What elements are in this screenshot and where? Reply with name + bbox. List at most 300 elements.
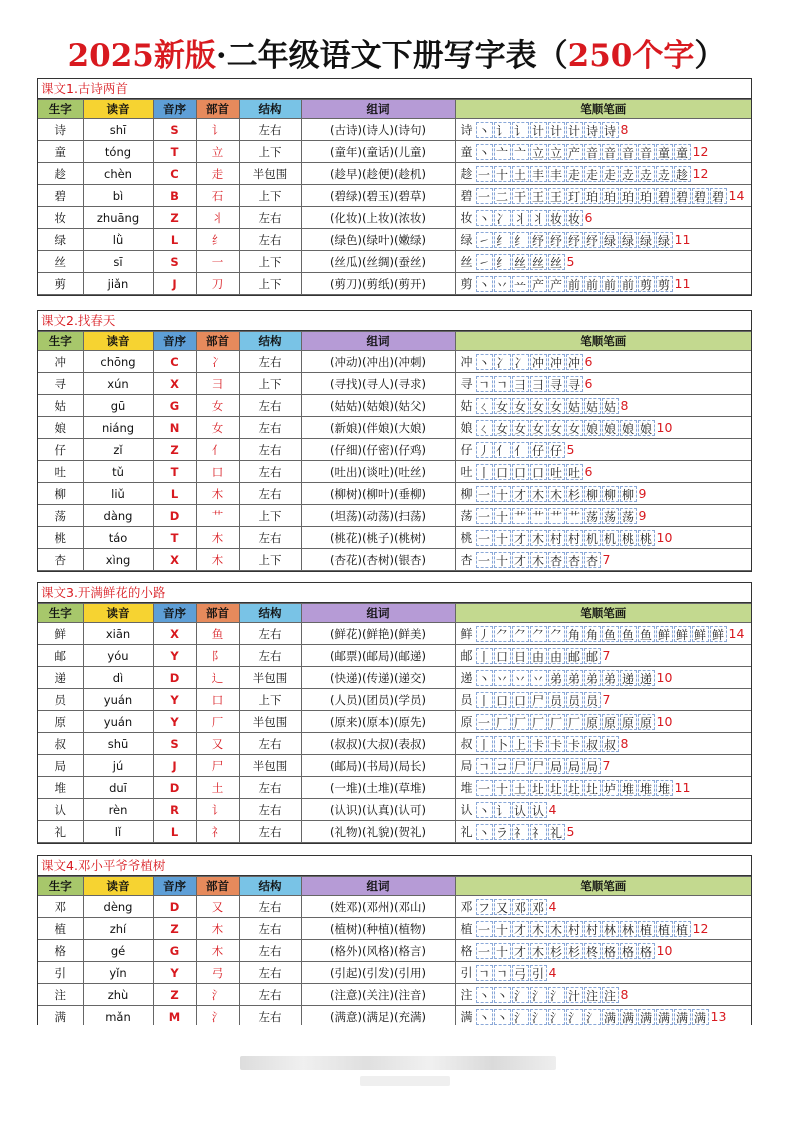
cell-strokes — [455, 439, 751, 461]
cell-radical: 立 — [196, 141, 239, 163]
stroke-step: 一 — [476, 552, 493, 568]
stroke-step: 碧 — [710, 188, 727, 204]
stroke-step: 原 — [584, 714, 601, 730]
stroke-char: 堆 — [460, 780, 473, 795]
cell-structure: 半包围 — [239, 711, 301, 733]
table-header-row — [38, 604, 751, 623]
stroke-step: 姑 — [566, 398, 583, 414]
cell-strokes — [455, 505, 751, 527]
cell-order: L — [153, 821, 196, 843]
stroke-step: 氵 — [530, 987, 547, 1003]
stroke-step: ⺈ — [548, 626, 565, 642]
table-row — [38, 755, 751, 777]
cell-words: (古诗)(诗人)(诗句) — [301, 119, 455, 141]
stroke-step: 女 — [548, 398, 565, 414]
stroke-step: 弟 — [602, 670, 619, 686]
cell-pinyin: tǔ — [83, 461, 153, 483]
stroke-step: 卜 — [494, 736, 511, 752]
stroke-step: 丶 — [494, 1009, 511, 1025]
stroke-step: 丶 — [476, 670, 493, 686]
cell-char: 注 — [38, 984, 83, 1006]
stroke-step: 彐 — [512, 376, 529, 392]
stroke-step: 冫 — [512, 354, 529, 370]
stroke-step: 机 — [584, 530, 601, 546]
stroke-count: 10 — [656, 714, 673, 729]
stroke-step: 木 — [530, 943, 547, 959]
header-words: 组词 — [301, 332, 455, 351]
cell-strokes — [455, 119, 751, 141]
stroke-count: 5 — [566, 824, 575, 839]
stroke-step: 走 — [602, 166, 619, 182]
cell-structure: 半包围 — [239, 667, 301, 689]
header-char: 生字 — [38, 332, 83, 351]
stroke-count: 11 — [674, 276, 691, 291]
stroke-step: 立 — [548, 144, 565, 160]
cell-words: (吐出)(谈吐)(吐丝) — [301, 461, 455, 483]
lesson-title: 课文4.邓小平爷爷植树 — [38, 856, 751, 876]
stroke-step: 又 — [494, 899, 511, 915]
stroke-step: 邮 — [584, 648, 601, 664]
header-pinyin: 读音 — [83, 332, 153, 351]
stroke-step: 丿 — [476, 626, 493, 642]
stroke-step: 冲 — [566, 354, 583, 370]
cell-pinyin: liǔ — [83, 483, 153, 505]
stroke-step: 亻 — [494, 442, 511, 458]
stroke-step: 音 — [620, 144, 637, 160]
cell-structure: 上下 — [239, 373, 301, 395]
stroke-count: 5 — [566, 442, 575, 457]
cell-structure: 左右 — [239, 439, 301, 461]
stroke-step: 丷 — [512, 670, 529, 686]
cell-radical: 氵 — [196, 1006, 239, 1026]
stroke-step: 氵 — [512, 1009, 529, 1025]
stroke-step: 鲜 — [710, 626, 727, 642]
lesson-block — [37, 582, 752, 844]
stroke-step: 鱼 — [620, 626, 637, 642]
stroke-step: 卡 — [530, 736, 547, 752]
stroke-count: 11 — [674, 780, 691, 795]
title-main: ·二年级语文下册写字表（ — [215, 38, 568, 74]
stroke-step: 女 — [512, 398, 529, 414]
cell-radical: 冫 — [196, 351, 239, 373]
stroke-step: 丨 — [476, 464, 493, 480]
cell-radical: 土 — [196, 777, 239, 799]
cell-pinyin: xún — [83, 373, 153, 395]
stroke-step: 丷 — [530, 670, 547, 686]
cell-structure: 左右 — [239, 733, 301, 755]
cell-structure: 上下 — [239, 505, 301, 527]
stroke-step: 娘 — [602, 420, 619, 436]
blurred-footer-2 — [360, 1076, 450, 1086]
stroke-step: 丷 — [494, 670, 511, 686]
blurred-footer — [240, 1056, 556, 1070]
stroke-step: 丶 — [476, 1009, 493, 1025]
stroke-step: コ — [494, 758, 511, 774]
stroke-count: 9 — [638, 508, 647, 523]
stroke-step: 木 — [548, 921, 565, 937]
cell-words: (坦荡)(动荡)(扫荡) — [301, 505, 455, 527]
cell-pinyin: xìng — [83, 549, 153, 571]
table-row — [38, 1006, 751, 1026]
stroke-step: 满 — [620, 1009, 637, 1025]
stroke-step: ㄑ — [476, 398, 493, 414]
stroke-step: 纾 — [566, 232, 583, 248]
stroke-char: 娘 — [460, 420, 473, 435]
stroke-step: 弟 — [548, 670, 565, 686]
cell-order: M — [153, 1006, 196, 1026]
stroke-char: 认 — [460, 802, 473, 817]
table-row — [38, 163, 751, 185]
stroke-step: 计 — [548, 122, 565, 138]
cell-pinyin: tóng — [83, 141, 153, 163]
stroke-step: 弟 — [566, 670, 583, 686]
cell-structure: 左右 — [239, 527, 301, 549]
cell-words: (一堆)(土堆)(草堆) — [301, 777, 455, 799]
stroke-step: 赱 — [638, 166, 655, 182]
cell-strokes — [455, 273, 751, 295]
cell-strokes — [455, 940, 751, 962]
cell-structure: 半包围 — [239, 755, 301, 777]
cell-pinyin: bì — [83, 185, 153, 207]
stroke-step: 妆 — [548, 210, 565, 226]
cell-pinyin: shī — [83, 119, 153, 141]
stroke-step: ㄑ — [476, 420, 493, 436]
stroke-step: 女 — [530, 398, 547, 414]
stroke-char: 荡 — [460, 508, 473, 523]
cell-structure: 左右 — [239, 962, 301, 984]
stroke-step: 艹 — [512, 508, 529, 524]
table-row — [38, 733, 751, 755]
stroke-count: 6 — [584, 210, 593, 225]
stroke-step: 娘 — [584, 420, 601, 436]
header-structure: 结构 — [239, 604, 301, 623]
stroke-step: 赱 — [656, 166, 673, 182]
stroke-step: 讠 — [512, 122, 529, 138]
stroke-step: ㇀ — [476, 232, 493, 248]
stroke-step: 杉 — [566, 943, 583, 959]
cell-radical: 讠 — [196, 119, 239, 141]
cell-order: J — [153, 273, 196, 295]
stroke-step: 口 — [512, 464, 529, 480]
stroke-count: 7 — [602, 648, 611, 663]
stroke-step: 纾 — [530, 232, 547, 248]
cell-order: Z — [153, 439, 196, 461]
stroke-step: 妆 — [566, 210, 583, 226]
cell-radical: 走 — [196, 163, 239, 185]
cell-strokes — [455, 755, 751, 777]
cell-strokes — [455, 689, 751, 711]
cell-words: (鲜花)(鲜艳)(鲜美) — [301, 623, 455, 645]
cell-order: X — [153, 623, 196, 645]
stroke-step: 䒑 — [512, 276, 529, 292]
header-strokes: 笔顺笔画 — [455, 100, 751, 119]
stroke-step: 产 — [566, 144, 583, 160]
header-order: 音序 — [153, 604, 196, 623]
cell-pinyin: shū — [83, 733, 153, 755]
table-row — [38, 273, 751, 295]
cell-radical: 阝 — [196, 645, 239, 667]
stroke-step: 亻 — [512, 442, 529, 458]
cell-words: (碧绿)(碧玉)(碧草) — [301, 185, 455, 207]
cell-radical: 彐 — [196, 373, 239, 395]
cell-strokes — [455, 483, 751, 505]
stroke-count: 8 — [620, 122, 629, 137]
cell-radical: 亻 — [196, 439, 239, 461]
stroke-step: 村 — [584, 921, 601, 937]
stroke-step: 艹 — [548, 508, 565, 524]
cell-pinyin: yuán — [83, 689, 153, 711]
stroke-step: 丶 — [476, 354, 493, 370]
stroke-step: 王 — [530, 188, 547, 204]
stroke-step: ㄱ — [494, 376, 511, 392]
header-strokes: 笔顺笔画 — [455, 332, 751, 351]
cell-words: (快递)(传递)(递交) — [301, 667, 455, 689]
stroke-step: 玎 — [566, 188, 583, 204]
stroke-step: ㄱ — [494, 965, 511, 981]
stroke-step: 十 — [494, 166, 511, 182]
cell-char: 娘 — [38, 417, 83, 439]
stroke-char: 邓 — [460, 899, 473, 914]
cell-pinyin: yǐn — [83, 962, 153, 984]
header-strokes: 笔顺笔画 — [455, 604, 751, 623]
cell-strokes — [455, 733, 751, 755]
table-row — [38, 645, 751, 667]
stroke-step: 才 — [512, 921, 529, 937]
stroke-step: 亠 — [494, 144, 511, 160]
stroke-step: 冲 — [548, 354, 565, 370]
cell-strokes — [455, 527, 751, 549]
stroke-step: 前 — [620, 276, 637, 292]
stroke-step: 一 — [476, 921, 493, 937]
stroke-step: 绿 — [620, 232, 637, 248]
stroke-step: 童 — [656, 144, 673, 160]
cell-strokes — [455, 417, 751, 439]
stroke-char: 诗 — [460, 122, 473, 137]
stroke-step: 木 — [530, 530, 547, 546]
stroke-char: 碧 — [460, 188, 473, 203]
stroke-step: 才 — [512, 530, 529, 546]
stroke-step: 丨 — [476, 692, 493, 708]
stroke-step: 圵 — [548, 780, 565, 796]
header-words: 组词 — [301, 604, 455, 623]
stroke-count: 6 — [584, 354, 593, 369]
stroke-step: 绿 — [656, 232, 673, 248]
table-row — [38, 505, 751, 527]
stroke-step: 冫 — [494, 354, 511, 370]
stroke-step: 前 — [566, 276, 583, 292]
cell-structure: 半包围 — [239, 163, 301, 185]
cell-structure: 左右 — [239, 461, 301, 483]
cell-structure: 左右 — [239, 623, 301, 645]
stroke-count: 14 — [728, 626, 745, 641]
stroke-char: 剪 — [460, 276, 473, 291]
stroke-step: 角 — [584, 626, 601, 642]
cell-order: R — [153, 799, 196, 821]
header-structure: 结构 — [239, 100, 301, 119]
cell-radical: 纟 — [196, 229, 239, 251]
cell-char: 荡 — [38, 505, 83, 527]
stroke-step: 珀 — [638, 188, 655, 204]
stroke-step: 冫 — [494, 210, 511, 226]
cell-strokes — [455, 623, 751, 645]
stroke-step: 叔 — [602, 736, 619, 752]
stroke-step: 娘 — [620, 420, 637, 436]
stroke-step: 杏 — [548, 552, 565, 568]
stroke-step: 土 — [512, 166, 529, 182]
stroke-step: 厂 — [548, 714, 565, 730]
stroke-char: 引 — [460, 965, 473, 980]
table-row — [38, 417, 751, 439]
cell-order: D — [153, 667, 196, 689]
stroke-step: 亠 — [512, 144, 529, 160]
stroke-step: 珀 — [620, 188, 637, 204]
cell-pinyin: gū — [83, 395, 153, 417]
stroke-step: 音 — [602, 144, 619, 160]
cell-radical: 鱼 — [196, 623, 239, 645]
cell-strokes — [455, 918, 751, 940]
stroke-char: 童 — [460, 144, 473, 159]
table-row — [38, 185, 751, 207]
cell-char: 诗 — [38, 119, 83, 141]
cell-order: C — [153, 163, 196, 185]
stroke-step: 丶 — [476, 987, 493, 1003]
stroke-step: 前 — [584, 276, 601, 292]
stroke-char: 叔 — [460, 736, 473, 751]
table-row — [38, 896, 751, 918]
stroke-step: 吐 — [566, 464, 583, 480]
stroke-step: 柳 — [602, 486, 619, 502]
stroke-char: 格 — [460, 943, 473, 958]
stroke-step: 纟 — [494, 254, 511, 270]
cell-char: 丝 — [38, 251, 83, 273]
stroke-char: 鲜 — [460, 626, 473, 641]
cell-radical: 讠 — [196, 799, 239, 821]
cell-pinyin: táo — [83, 527, 153, 549]
cell-radical: 丬 — [196, 207, 239, 229]
title-close: ） — [694, 38, 726, 74]
stroke-char: 姑 — [460, 398, 473, 413]
table-row — [38, 984, 751, 1006]
cell-order: D — [153, 505, 196, 527]
stroke-step: 桃 — [638, 530, 655, 546]
cell-order: C — [153, 351, 196, 373]
header-char: 生字 — [38, 877, 83, 896]
cell-strokes — [455, 667, 751, 689]
stroke-step: 圵 — [584, 780, 601, 796]
stroke-step: 十 — [494, 921, 511, 937]
stroke-step: 堆 — [656, 780, 673, 796]
stroke-step: 才 — [512, 486, 529, 502]
stroke-step: 尸 — [512, 758, 529, 774]
cell-char: 格 — [38, 940, 83, 962]
stroke-step: ㄱ — [476, 376, 493, 392]
cell-words: (满意)(满足)(充满) — [301, 1006, 455, 1026]
cell-order: S — [153, 251, 196, 273]
cell-char: 员 — [38, 689, 83, 711]
stroke-step: 碧 — [656, 188, 673, 204]
stroke-step: 土 — [512, 780, 529, 796]
page-title — [0, 30, 793, 75]
cell-strokes — [455, 395, 751, 417]
cell-structure: 上下 — [239, 549, 301, 571]
stroke-step: 丶 — [494, 987, 511, 1003]
stroke-count: 12 — [692, 144, 709, 159]
stroke-count: 7 — [602, 552, 611, 567]
cell-radical: 木 — [196, 918, 239, 940]
stroke-step: 口 — [530, 464, 547, 480]
cell-strokes — [455, 711, 751, 733]
stroke-count: 11 — [674, 232, 691, 247]
stroke-step: 女 — [566, 420, 583, 436]
cell-structure: 左右 — [239, 984, 301, 1006]
stroke-step: 口 — [494, 692, 511, 708]
cell-words: (柳树)(柳叶)(垂柳) — [301, 483, 455, 505]
stroke-char: 趁 — [460, 166, 473, 181]
stroke-step: 日 — [512, 648, 529, 664]
cell-words: (注意)(关注)(注音) — [301, 984, 455, 1006]
stroke-step: ㄱ — [476, 965, 493, 981]
cell-strokes — [455, 962, 751, 984]
cell-radical: 木 — [196, 549, 239, 571]
table-header-row — [38, 332, 751, 351]
stroke-step: 丬 — [530, 210, 547, 226]
cell-order: Z — [153, 984, 196, 1006]
stroke-step: ㇀ — [476, 254, 493, 270]
stroke-step: 鱼 — [602, 626, 619, 642]
cell-words: (邮局)(书局)(局长) — [301, 755, 455, 777]
cell-words: (剪刀)(剪纸)(剪开) — [301, 273, 455, 295]
stroke-char: 绿 — [460, 232, 473, 247]
table-row — [38, 667, 751, 689]
stroke-count: 7 — [602, 758, 611, 773]
cell-structure: 上下 — [239, 185, 301, 207]
stroke-char: 柳 — [460, 486, 473, 501]
stroke-step: 员 — [548, 692, 565, 708]
cell-words: (引起)(引发)(引用) — [301, 962, 455, 984]
cell-char: 趁 — [38, 163, 83, 185]
stroke-step: 女 — [494, 398, 511, 414]
stroke-char: 桃 — [460, 530, 473, 545]
stroke-step: 艹 — [530, 508, 547, 524]
header-char: 生字 — [38, 604, 83, 623]
cell-pinyin: dàng — [83, 505, 153, 527]
cell-words: (礼物)(礼貌)(贺礼) — [301, 821, 455, 843]
stroke-char: 寻 — [460, 376, 473, 391]
cell-char: 认 — [38, 799, 83, 821]
stroke-step: 格 — [638, 943, 655, 959]
cell-radical: 厂 — [196, 711, 239, 733]
table-row — [38, 527, 751, 549]
stroke-step: 氵 — [512, 987, 529, 1003]
cell-radical: 一 — [196, 251, 239, 273]
stroke-char: 妆 — [460, 210, 473, 225]
stroke-step: 丶 — [476, 122, 493, 138]
cell-radical: 刀 — [196, 273, 239, 295]
table-row — [38, 483, 751, 505]
cell-pinyin: dì — [83, 667, 153, 689]
header-radical: 部首 — [196, 100, 239, 119]
stroke-step: 十 — [494, 552, 511, 568]
stroke-char: 冲 — [460, 354, 473, 369]
cell-structure: 左右 — [239, 896, 301, 918]
cell-radical: 木 — [196, 483, 239, 505]
stroke-step: 荡 — [584, 508, 601, 524]
header-order: 音序 — [153, 100, 196, 119]
cell-order: S — [153, 733, 196, 755]
cell-pinyin: jiǎn — [83, 273, 153, 295]
stroke-step: 一 — [476, 530, 493, 546]
cell-structure: 左右 — [239, 119, 301, 141]
